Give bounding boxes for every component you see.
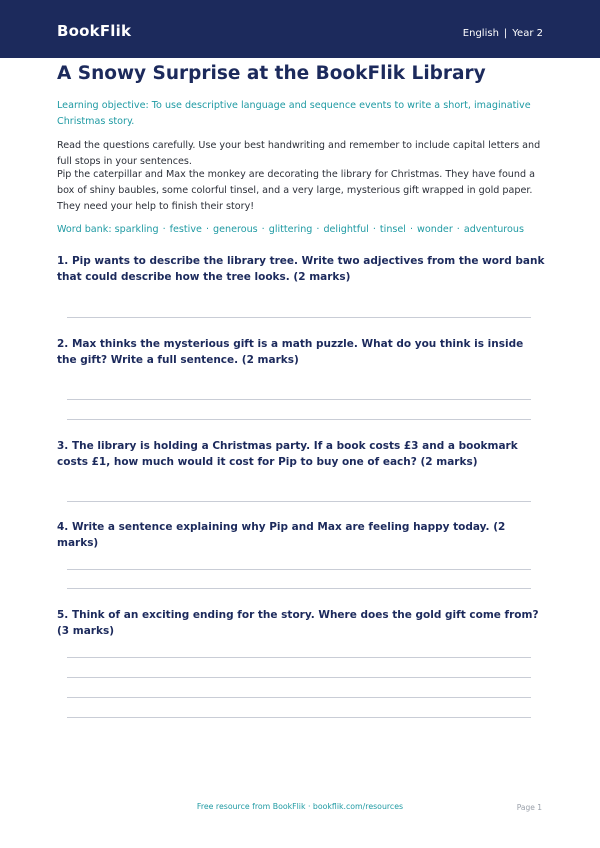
page-title: A Snowy Surprise at the BookFlik Library xyxy=(57,63,486,84)
word-bank-item: sparkling xyxy=(114,224,159,235)
answer-line-5-2[interactable] xyxy=(67,677,531,678)
word-bank-item: wonder xyxy=(417,224,453,235)
word-separator: · xyxy=(456,224,460,235)
word-bank-item: glittering xyxy=(268,224,313,235)
question-1: 1. Pip wants to describe the library tree. Write two adjectives from the word bank that could describe how the tree looks. (2 marks) xyxy=(57,255,545,283)
level-label: Year 2 xyxy=(512,28,543,39)
word-separator: · xyxy=(205,224,209,235)
brand-logo-text: BookFlik xyxy=(57,22,132,40)
word-bank-list xyxy=(115,224,524,235)
word-separator: · xyxy=(372,224,376,235)
word-bank-item: generous xyxy=(213,224,258,235)
answer-line-4-2[interactable] xyxy=(67,588,531,589)
word-bank-item: festive xyxy=(169,224,202,235)
footer-text: Free resource from BookFlik · bookflik.com/resources xyxy=(196,802,404,811)
word-separator: · xyxy=(162,224,166,235)
story-intro: Pip the caterpillar and Max the monkey are decorating the library for Christmas. They have found a box of shiny baubles, some colorful tinsel, and a very large, mysterious gift wrapped in gold paper. They need your help to finish their story! xyxy=(57,169,535,212)
header-meta xyxy=(463,28,543,39)
learning-objective: Learning objective: To use descriptive language and sequence events to write a short, imaginative Christmas story. xyxy=(57,100,531,127)
answer-line-1-1[interactable] xyxy=(67,317,531,318)
word-bank-item: tinsel xyxy=(379,224,406,235)
answer-line-5-3[interactable] xyxy=(67,697,531,698)
word-separator: · xyxy=(409,224,414,235)
instructions: Read the questions carefully. Use your best handwriting and remember to include capital letters and full stops in your sentences. xyxy=(57,140,541,167)
answer-line-2-2[interactable] xyxy=(67,419,531,420)
question-4: 4. Write a sentence explaining why Pip and Max are feeling happy today. (2 marks) xyxy=(57,521,506,549)
answer-line-2-1[interactable] xyxy=(67,399,531,400)
word-bank-item: adventurous xyxy=(463,224,524,235)
question-3: 3. The library is holding a Christmas party. If a book costs £3 and a bookmark costs £1, how much would it cost for Pip to buy one of each? (2 marks) xyxy=(57,440,518,468)
word-separator: · xyxy=(261,224,265,235)
answer-line-5-4[interactable] xyxy=(67,717,531,718)
word-bank xyxy=(57,222,545,238)
subject-label: English xyxy=(462,28,499,39)
word-separator: · xyxy=(316,224,320,235)
meta-separator: | xyxy=(503,28,508,39)
question-2: 2. Max thinks the mysterious gift is a math puzzle. What do you think is inside the gift? Write a full sentence. (2 marks) xyxy=(57,338,524,366)
answer-line-3-1[interactable] xyxy=(67,501,531,502)
answer-line-4-1[interactable] xyxy=(67,569,531,570)
answer-line-5-1[interactable] xyxy=(67,657,531,658)
question-5: 5. Think of an exciting ending for the story. Where does the gold gift come from? (3 marks) xyxy=(57,609,539,637)
word-bank-label: Word bank: xyxy=(57,224,112,235)
page-header xyxy=(0,0,600,58)
page-number: Page 1 xyxy=(516,803,542,812)
word-bank-item: delightful xyxy=(323,224,369,235)
